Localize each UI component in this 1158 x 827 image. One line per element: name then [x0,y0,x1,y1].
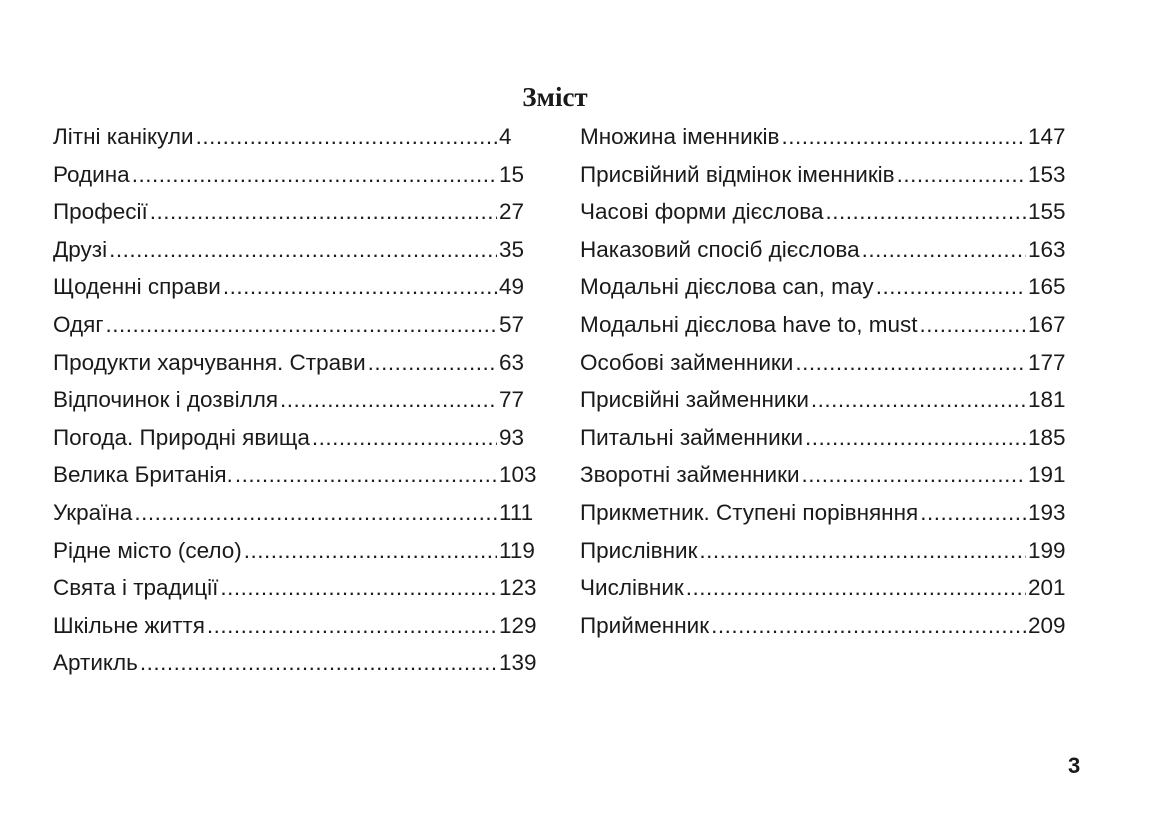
toc-entry [580,118,1070,156]
toc-entry [53,494,543,532]
toc-dot-leader [876,268,1026,306]
toc-entry [580,569,1070,607]
toc-entry-page: 129 [499,612,537,638]
toc-dot-leader [795,344,1026,382]
toc-entry-label: Прикметник. Ступені порівняння [580,499,919,525]
toc-entry-page: 147 [1028,124,1066,149]
toc-entry-label: Особові займенники [580,349,794,375]
toc-entry-page: 35 [499,236,525,262]
toc-entry-page: 167 [1028,311,1066,337]
toc-entry [53,456,543,494]
toc-entry [53,193,543,231]
toc-dot-leader [711,607,1026,645]
toc-entry-label: Одяг [53,311,104,337]
toc-dot-leader [109,231,497,269]
toc-entry [580,306,1070,344]
toc-entry-page: 111 [499,499,534,525]
toc-dot-leader [826,193,1026,231]
toc-entry [53,532,543,570]
toc-dot-leader [312,419,497,457]
toc-dot-leader [106,306,497,344]
toc-dot-leader [134,494,497,532]
toc-dot-leader [196,118,497,156]
toc-entry-page: 119 [499,537,535,563]
toc-entry-page: 181 [1028,387,1066,413]
toc-entry-page: 201 [1028,575,1066,601]
toc-dot-leader [368,344,497,382]
toc-entry-label: Прийменник [580,612,710,638]
toc-entry [580,494,1070,532]
toc-entry [580,268,1070,306]
toc-entry-label: Шкільне життя [53,612,205,638]
toc-entry-page: 27 [499,199,525,225]
toc-entry-label: Часові форми дієслова [580,199,824,225]
toc-entry [53,231,543,269]
toc-entry-label: Присвійні займенники [580,387,809,413]
toc-entry-label: Числівник [580,575,684,601]
toc-entry [580,231,1070,269]
toc-entry-page: 209 [1028,612,1066,638]
toc-entry [53,569,543,607]
toc-dot-leader [140,644,497,682]
toc-dot-leader [150,193,497,231]
toc-entry-label: Зворотні займенники [580,462,800,488]
toc-entry-page: 199 [1028,537,1066,563]
toc-left-column [53,118,543,682]
toc-entry [580,344,1070,382]
toc-entry-page: 191 [1028,462,1066,488]
toc-dot-leader [280,381,497,419]
toc-entry-label: Професії [53,199,148,225]
toc-entry [53,268,543,306]
toc-entry-page: 163 [1028,236,1066,262]
toc-dot-leader [235,456,497,494]
toc-dot-leader [220,569,497,607]
toc-dot-leader [805,419,1026,457]
toc-dot-leader [811,381,1026,419]
toc-entry [580,193,1070,231]
toc-entry [53,156,543,194]
toc-entry-label: Артикль [53,650,138,676]
toc-dot-leader [686,569,1026,607]
toc-dot-leader [699,532,1026,570]
page-title: Зміст [522,82,588,112]
toc-dot-leader [244,532,497,570]
toc-entry-page: 185 [1028,424,1066,450]
toc-entry-label: Велика Британія. [53,462,233,488]
toc-entry-page: 103 [499,462,537,488]
toc-entry [53,306,543,344]
toc-entry-label: Свята і традиції [53,575,219,601]
toc-entry-page: 139 [499,650,537,676]
toc-entry-label: Родина [53,161,130,187]
toc-entry [580,456,1070,494]
page-number: 3 [1068,753,1081,778]
toc-entry-page: 165 [1028,274,1066,300]
toc-dot-leader [919,306,1026,344]
toc-entry-label: Рідне місто (село) [53,537,242,563]
toc-entry-label: Україна [53,499,133,525]
toc-entry-label: Щоденні справи [53,274,221,300]
toc-entry-page: 4 [499,124,512,149]
toc-entry [53,381,543,419]
toc-entry-page: 49 [499,274,525,300]
toc-entry-page: 77 [499,387,525,413]
toc-entry-label: Питальні займенники [580,424,804,450]
toc-entry-label: Модальні дієслова can, may [580,274,874,300]
toc-entry [580,419,1070,457]
toc-dot-leader [207,607,497,645]
toc-entry-page: 153 [1028,161,1066,187]
toc-entry-label: Продукти харчування. Страви [53,349,366,375]
toc-entry-label: Прислівник [580,537,698,563]
toc-entry-label: Друзі [53,236,108,262]
toc-entry [53,419,543,457]
toc-entry-page: 177 [1028,349,1066,375]
toc-entry [580,381,1070,419]
toc-dot-leader [920,494,1026,532]
toc-entry-label: Множина іменників [580,124,780,149]
toc-entry-label: Погода. Природні явища [53,424,310,450]
toc-entry-label: Модальні дієслова have to, must [580,311,918,337]
toc-entry-page: 123 [499,575,537,601]
toc-entry-label: Присвійний відмінок іменників [580,161,895,187]
toc-entry [580,156,1070,194]
toc-dot-leader [897,156,1026,194]
toc-entry [580,607,1070,645]
toc-entry-label: Літні канікули [53,124,194,149]
toc-entry-label: Відпочинок і дозвілля [53,387,279,413]
toc-entry [580,532,1070,570]
toc-entry-page: 93 [499,424,525,450]
toc-entry-page: 57 [499,311,525,337]
toc-entry-page: 63 [499,349,525,375]
toc-dot-leader [132,156,497,194]
toc-right-column [580,118,1070,644]
toc-entry-page: 15 [499,161,525,187]
toc-dot-leader [781,118,1026,156]
toc-entry [53,344,543,382]
toc-entry-page: 193 [1028,499,1066,525]
toc-entry-page: 155 [1028,199,1066,225]
toc-entry [53,644,543,682]
toc-entry [53,607,543,645]
toc-entry [53,118,543,156]
toc-dot-leader [862,231,1026,269]
toc-dot-leader [223,268,497,306]
toc-dot-leader [802,456,1026,494]
toc-entry-label: Наказовий спосіб дієслова [580,236,860,262]
